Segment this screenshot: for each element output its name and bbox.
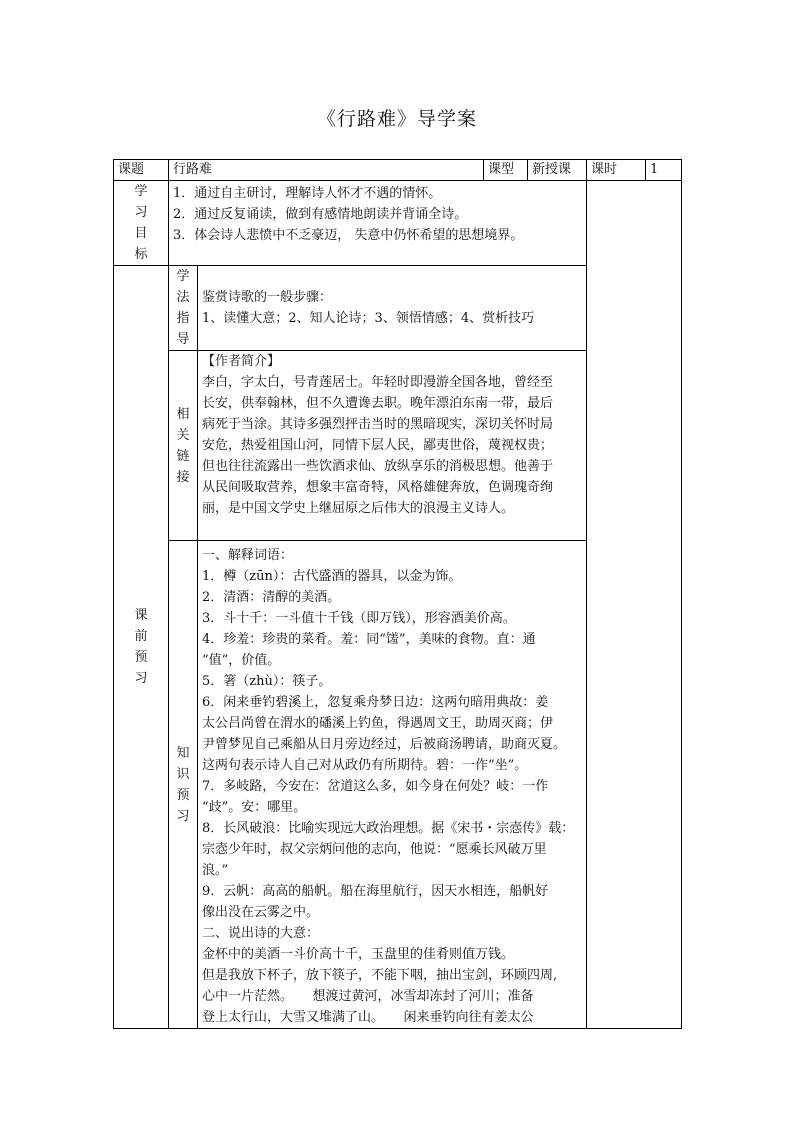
- hours-label: 课时: [587, 160, 646, 181]
- knowledge-line: 3．斗十千：一斗值十千钱（即万钱），形容酒美价高。: [202, 611, 516, 626]
- knowledge-label: 知 识 预 习: [169, 541, 198, 1029]
- hours-value: 1: [646, 160, 682, 181]
- method-line: 1、读懂大意；2、知人论诗；3、领悟情感；4、赏析技巧: [202, 311, 535, 326]
- topic-label: 课题: [114, 160, 169, 181]
- knowledge-line: 9．云帆：高高的船帆。船在海里航行，因天水相连，船帆好: [202, 884, 549, 899]
- author-intro-line: 李白，字太白，号青莲居士。年轻时即漫游全国各地，曾经至: [202, 375, 554, 390]
- knowledge-line: 1．樽（zūn）：古代盛酒的器具，以金为饰。: [202, 569, 462, 584]
- knowledge-line: 4．珍羞：珍贵的菜肴。羞：同“馐”，美味的食物。直：通: [202, 632, 536, 647]
- knowledge-line: 尹曾梦见自己乘船从日月旁边经过，后被商汤聘请，助商灭夏。: [202, 737, 567, 752]
- knowledge-line: 5．箸（zhù）：筷子。: [202, 674, 332, 689]
- knowledge-line: 但是我放下杯子，放下筷子，不能下咽，抽出宝剑，环顾四周,: [202, 968, 558, 983]
- knowledge-line: 二、说出诗的大意：: [202, 926, 320, 941]
- knowledge-line: 浪。”: [202, 863, 229, 878]
- knowledge-line: 6．闲来垂钓碧溪上，忽复乘舟梦日边：这两句暗用典故：姜: [202, 695, 549, 710]
- links-label: 相 关 链 接: [169, 351, 198, 541]
- method-line: 鉴赏诗歌的一般步骤：: [202, 290, 333, 305]
- method-label: 学 法 指 导: [169, 266, 198, 351]
- knowledge-line: “值”，价值。: [202, 653, 281, 668]
- type-label: 课型: [484, 160, 528, 181]
- author-intro-line: 病死于当涂。其诗多强烈抨击当时的黑暗现实，深切关怀时局: [202, 417, 554, 432]
- topic-value: 行路难: [169, 160, 484, 181]
- knowledge-line: 心中一片茫然。 想渡过黄河，冰雪却冻封了河川；准备: [202, 989, 534, 1004]
- knowledge-line: 宗悫少年时，叔父宗炳问他的志向，他说：“愿乘长风破万里: [202, 842, 547, 857]
- header-row: [114, 160, 682, 181]
- author-intro-line: 丽，是中国文学史上继屈原之后伟大的浪漫主义诗人。: [202, 501, 515, 516]
- knowledge-content: [198, 541, 587, 1029]
- knowledge-line: 登上太行山，大雪又堆满了山。 闲来垂钓向往有姜太公: [202, 1010, 534, 1025]
- knowledge-line: 一、解释词语：: [202, 548, 294, 563]
- goals-content: [169, 181, 587, 266]
- author-intro-line: 从民间吸取营养，想象丰富奇特，风格雄健奔放，色调瑰奇绚: [202, 480, 554, 495]
- links-content: [198, 351, 587, 541]
- knowledge-line: 2．清酒：清醇的美酒。: [202, 590, 341, 605]
- knowledge-line: 8．长风破浪：比喻实现远大政治理想。据《宋书・宗悫传》载：: [202, 821, 575, 836]
- author-intro-line: 长安，供奉翰林，但不久遭谗去职。晚年漂泊东南一带，最后: [202, 396, 554, 411]
- author-intro-line: 安危，热爱祖国山河，同情下层人民，鄙夷世俗，蔑视权贵；: [202, 438, 554, 453]
- type-value: 新授课: [528, 160, 587, 181]
- knowledge-line: 7．多岐路，今安在：岔道这么多，如今身在何处？岐：一作: [202, 779, 549, 794]
- goals-row: [114, 181, 682, 266]
- goal-item: 3．体会诗人悲愤中不乏豪迈， 失意中仍怀希望的思想境界。: [173, 228, 524, 243]
- knowledge-line: “歧”。安：哪里。: [202, 800, 307, 815]
- goal-item: 2．通过反复诵读，做到有感情地朗读并背诵全诗。: [173, 207, 468, 222]
- knowledge-line: 像出没在云雾之中。: [202, 905, 320, 920]
- goals-label: 学 习 目 标: [114, 181, 169, 266]
- right-blank-column: [587, 181, 682, 1029]
- lesson-plan-table: [113, 159, 682, 1029]
- knowledge-line: 金杯中的美酒一斗价高十千，玉盘里的佳肴则值万钱。: [202, 947, 515, 962]
- author-intro-line: 但也往往流露出一些饮酒求仙、放纵享乐的消极思想。他善于: [202, 459, 554, 474]
- method-content: [198, 266, 587, 351]
- page-title: 《行路难》导学案: [316, 108, 477, 130]
- preview-label: 课 前 预 习: [114, 266, 169, 1029]
- knowledge-line: 这两句表示诗人自己对从政仍有所期待。碧：一作“坐”。: [202, 758, 528, 773]
- author-intro-heading: 【作者简介】: [202, 354, 281, 369]
- knowledge-line: 太公吕尚曾在渭水的磻溪上钓鱼，得遇周文王，助周灭商；伊: [202, 716, 554, 731]
- goal-item: 1．通过自主研讨，理解诗人怀才不遇的情怀。: [173, 186, 442, 201]
